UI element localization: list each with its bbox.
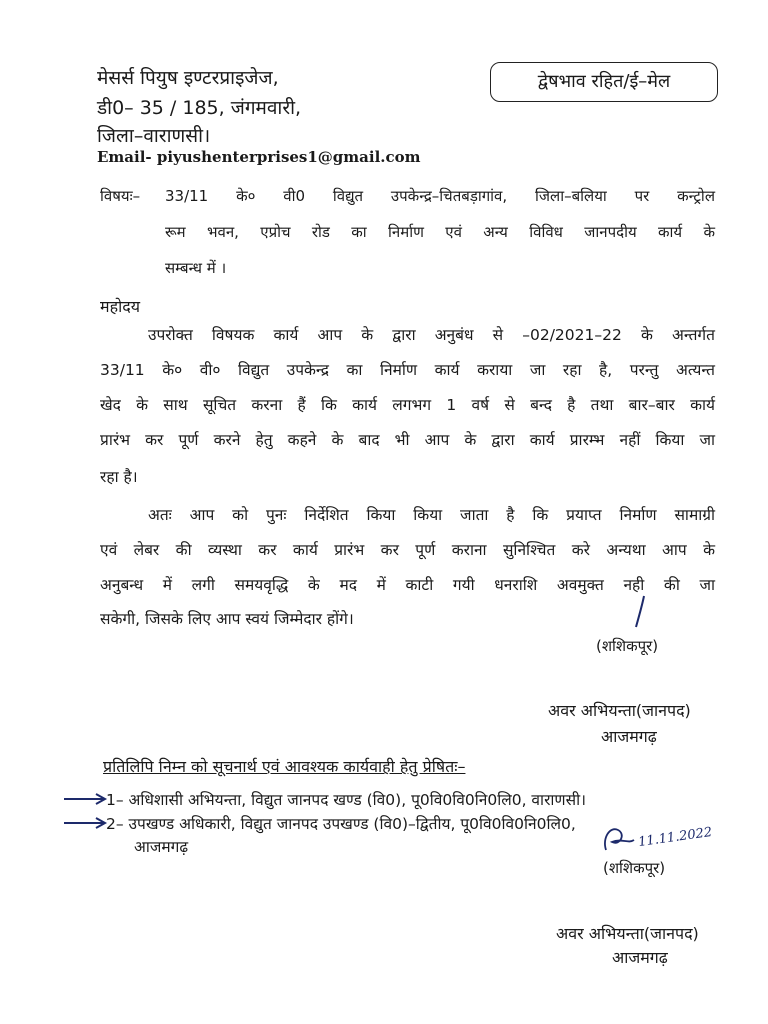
- subject-line-2: रूम भवन, एप्रोच रोड का निर्माण एवं अन्य विविध जानपदीय कार्य के: [165, 223, 715, 241]
- subject-line-3: सम्बन्ध में ।: [165, 259, 227, 277]
- sender-district: जिला–वाराणसी।: [97, 125, 211, 147]
- body-p1-line-1: उपरोक्त विषयक कार्य आप के द्वारा अनुबंध से –02/2021–22 के अन्तर्गत: [148, 326, 715, 344]
- body-p2-line-3: अनुबन्ध में लगी समयवृद्धि के मद में काटी गयी धनराशि अवमुक्त नही की जा: [100, 576, 715, 594]
- cc-item-1: 1– अधिशासी अभियन्ता, विद्युत जानपद खण्ड (वि0), पू0वि0वि0नि0लि0, वाराणसी।: [106, 791, 586, 809]
- signatory-designation-2: अवर अभियन्ता(जानपद): [556, 924, 699, 943]
- signatory-place-1: आजमगढ़: [601, 727, 657, 746]
- body-p2-line-4: सकेगी, जिसके लिए आप स्वयं जिम्मेदार होंगे।: [100, 610, 354, 628]
- salutation: महोदय: [100, 297, 140, 316]
- sender-name: मेसर्स पियुष इण्टरप्राइजेज,: [97, 67, 279, 89]
- sender-email: Email- piyushenterprises1@gmail.com: [97, 148, 421, 166]
- subject-label: विषयः–: [100, 187, 141, 205]
- subject-line-1: 33/11 के० वी0 विद्युत उपकेन्द्र–चितबड़ागांव, जिला–बलिया पर कन्ट्रोल: [165, 187, 715, 205]
- body-p1-line-5: रहा है।: [100, 468, 138, 486]
- signature-stroke: [630, 594, 650, 630]
- sender-address: डी0– 35 / 185, जंगमवारी,: [97, 97, 302, 119]
- signature-date: 11.11.2022: [637, 824, 714, 851]
- signatory-designation-1: अवर अभियन्ता(जानपद): [548, 701, 691, 720]
- body-p1-line-3: खेद के साथ सूचित करना हैं कि कार्य लगभग 1 वर्ष से बन्द है तथा बार–बार कार्य: [100, 396, 715, 414]
- signatory-name-2: (शशिकपूर): [603, 859, 666, 877]
- signatory-name-1: (शशिकपूर): [596, 637, 659, 655]
- arrow-icon: [62, 792, 110, 806]
- body-p1-line-4: प्रारंभ कर पूर्ण करने हेतु कहने के बाद भी आप के द्वारा कार्य प्रारम्भ नहीं किया जा: [100, 431, 715, 449]
- cc-item-2-line-2: आजमगढ़: [134, 838, 189, 856]
- body-p2-line-1: अतः आप को पुनः निर्देशित किया किया जाता है कि प्रयाप्त निर्माण सामाग्री: [148, 506, 715, 524]
- dispatch-stamp: द्वेषभाव रहित/ई–मेल: [490, 62, 718, 102]
- arrow-icon: [62, 816, 110, 830]
- cc-item-2-line-1: 2– उपखण्ड अधिकारी, विद्युत जानपद उपखण्ड (वि0)–द्वितीय, पू0वि0वि0नि0लि0,: [106, 815, 576, 833]
- signatory-place-2: आजमगढ़: [612, 948, 668, 967]
- body-p1-line-2: 33/11 के० वी० विद्युत उपकेन्द्र का निर्माण कार्य कराया जा रहा है, परन्तु अत्यन्त: [100, 361, 715, 379]
- cc-heading: प्रतिलिपि निम्न को सूचनार्थ एवं आवश्यक कार्यवाही हेतु प्रेषितः–: [103, 757, 466, 776]
- signature-scribble: [598, 820, 638, 856]
- body-p2-line-2: एवं लेबर की व्यस्था कर कार्य प्रारंभ कर पूर्ण कराना सुनिश्चित करे अन्यथा आप के: [100, 541, 715, 559]
